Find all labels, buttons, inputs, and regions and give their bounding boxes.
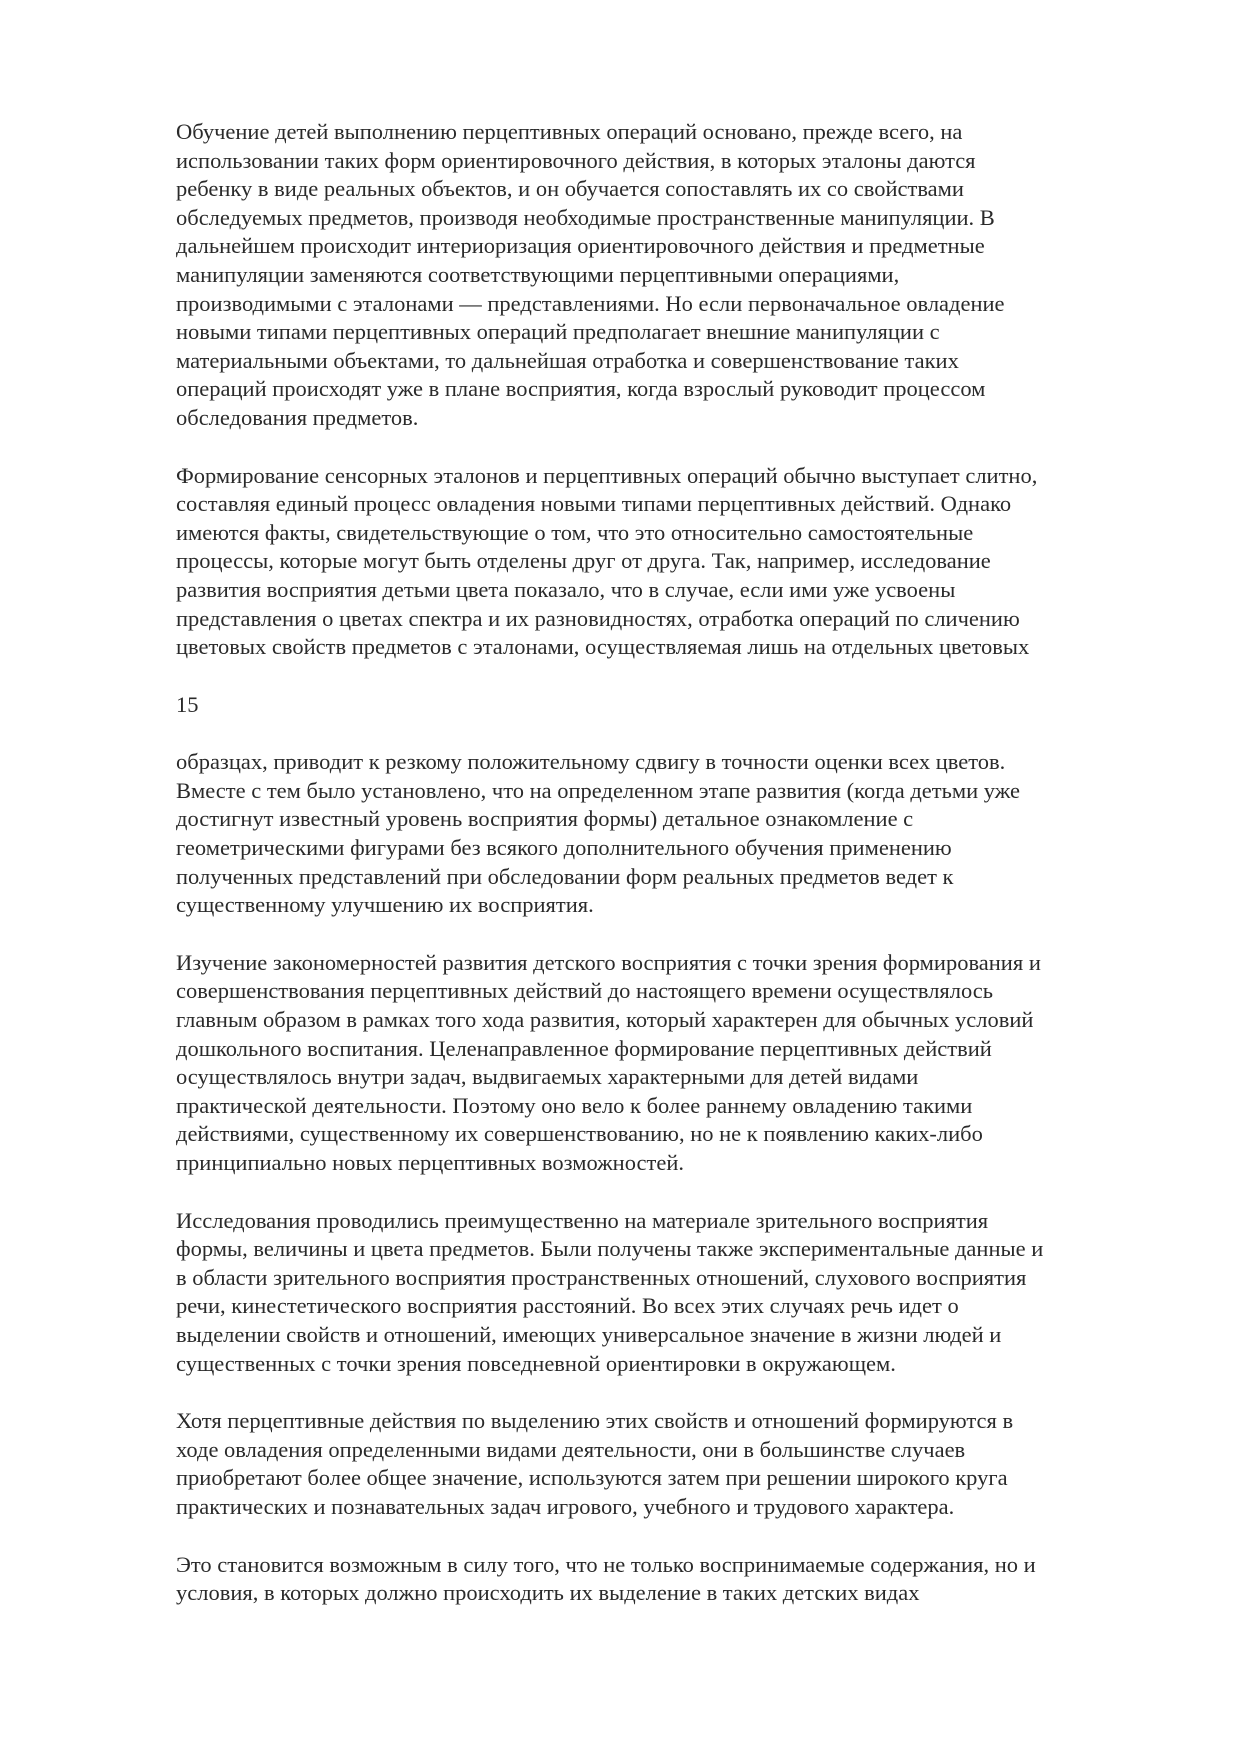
paragraph: Изучение закономерностей развития детского восприятия с точки зрения формирования и совершенствования перцептивных действий до настоящего времени осуществлялось главным образом в рамках того хода развития, который характерен для обычных условий дошкольного воспитания. Целенаправленное формирование перцептивных действий осуществлялось внутри задач, выдвигаемых характерными для детей видами практической деятельности. Поэтому оно вело к более раннему овладению такими действиями, существенному их совершенствованию, но не к появлению каких-либо принципиально новых перцептивных возможностей. — [176, 949, 1041, 1175]
paragraph: Обучение детей выполнению перцептивных операций основано, прежде всего, на использовании таких форм ориентировочного действия, в которых эталоны даются ребенку в виде реальных объектов, и он обучается сопоставлять их со свойствами обследуемых предметов, производя необходимые пространственные манипуляции. В дальнейшем происходит интериоризация ориентировочного действия и предметные манипуляции заменяются соответствующими перцептивными операциями, производимыми с эталонами — представлениями. Но если первоначальное овладение новыми типами перцептивных операций предполагает внешние манипуляции с материальными объектами, то дальнейшая отработка и совершенствование таких операций происходят уже в плане восприятия, когда взрослый руководит процессом обследования предметов. — [176, 119, 1005, 430]
paragraph: Формирование сенсорных эталонов и перцептивных операций обычно выступает слитно, составляя единый процесс овладения новыми типами перцептивных действий. Однако имеются факты, свидетельствующие о том, что это относительно самостоятельные процессы, которые могут быть отделены друг от друга. Так, например, исследование развития восприятия детьми цвета показало, что в случае, если ими уже усвоены представления о цветах спектра и их разновидностях, отработка операций по сличению цветовых свойств предметов с эталонами, осуществляемая лишь на отдельных цветовых — [176, 462, 1038, 660]
paragraph: Хотя перцептивные действия по выделению этих свойств и отношений формируются в ходе овладения определенными видами деятельности, они в большинстве случаев приобретают более общее значение, используются затем при решении широкого круга практических и познавательных задач игрового, учебного и трудового характера. — [176, 1408, 1014, 1519]
paragraph: образцах, приводит к резкому положительному сдвигу в точности оценки всех цветов. Вместе с тем было установлено, что на определенном этапе развития (когда детьми уже достигнут известный уровень восприятия формы) детальное ознакомление с геометрическими фигурами без всякого дополнительного обучения применению полученных представлений при обследовании форм реальных предметов ведет к существенному улучшению их восприятия. — [176, 749, 1020, 918]
document-body — [176, 118, 1156, 1637]
paragraph: Это становится возможным в силу того, что не только воспринимаемые содержания, но и условия, в которых должно происходить их выделение в таких детских видах — [176, 1551, 1036, 1606]
paragraph: Исследования проводились преимущественно на материале зрительного восприятия формы, величины и цвета предметов. Были получены также экспериментальные данные и в области зрительного восприятия пространственных отношений, слухового восприятия речи, кинестетического восприятия расстояний. Во всех этих случаях речь идет о выделении свойств и отношений, имеющих универсальное значение в жизни людей и существенных с точки зрения повседневной ориентировки в окружающем. — [176, 1207, 1044, 1376]
page-number: 15 — [176, 691, 199, 717]
